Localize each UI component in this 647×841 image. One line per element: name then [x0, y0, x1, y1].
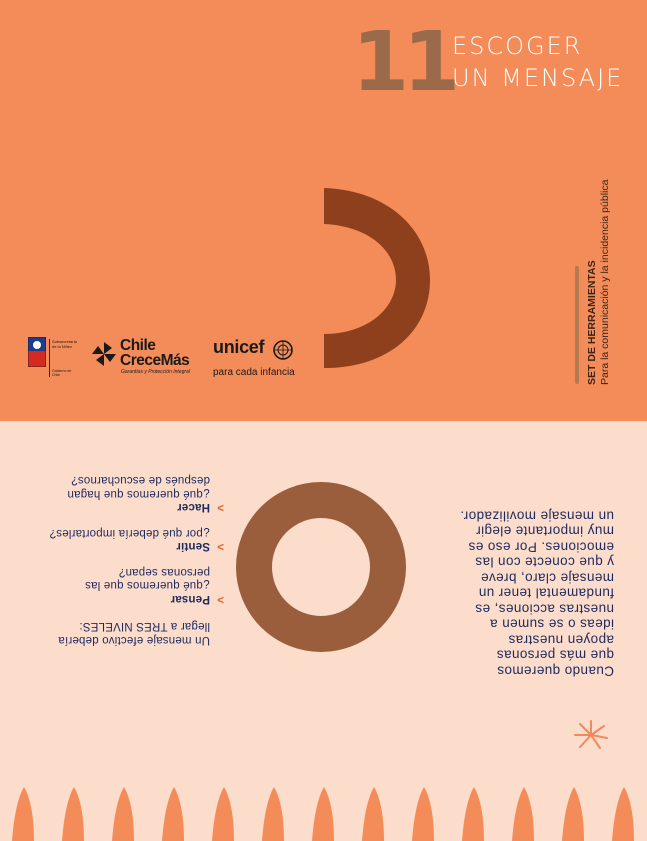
pinwheel-icon [91, 341, 117, 367]
paragraph-line: ideas o se sumen a [489, 617, 614, 632]
gov-divider [49, 339, 50, 377]
levels-intro: Un mensaje efectivo debería llegar a TRES NIVELES: [58, 620, 210, 646]
level-text: ¿qué queremos que hagan después de escucharnos? [67, 474, 210, 500]
arrow-icon: > [217, 593, 224, 605]
ccm-name [120, 338, 189, 368]
level-text: ¿qué queremos que las personas sepan? [84, 566, 210, 592]
level-item [40, 473, 224, 514]
paragraph-line: nuestras acciones, es [475, 601, 614, 617]
arrow-icon: > [217, 540, 224, 553]
level-head: Sentir [176, 540, 210, 553]
half-ring-graphic [318, 184, 438, 372]
ring-graphic [232, 478, 410, 656]
sparkle-icon [572, 718, 610, 752]
paragraph-line: muy importante elegir [475, 524, 614, 539]
paragraph-line: emociones. Por eso es [468, 539, 614, 555]
paragraph-line: Cuando queremos [496, 663, 614, 679]
unicef-logo [213, 337, 297, 379]
sidebar-label [586, 180, 612, 385]
chapter-title [452, 30, 642, 94]
sidebar-label-line2: Para la comunicación y la incidencia pública [599, 179, 611, 385]
chile-crece-mas-logo [91, 338, 211, 378]
globe-icon [272, 339, 294, 361]
gov-subtitle: Gobierno de Chile [52, 369, 72, 377]
decorative-fringe [0, 785, 647, 841]
chapter-title-line2: UN MENSAJE [452, 64, 624, 92]
ccm-name-line2: CreceMás [120, 352, 190, 369]
level-head: Hacer [177, 501, 210, 514]
level-text: ¿por qué debería importarles? [49, 527, 210, 539]
unicef-tagline: para cada infancia [213, 367, 295, 378]
level-head: Pensar [170, 593, 210, 605]
gov-name [52, 339, 80, 349]
arrow-icon: > [217, 501, 224, 514]
ccm-subtitle: Garantías y Protección Integral [121, 369, 190, 375]
paragraph-line: un mensaje movilizador. [459, 508, 614, 524]
level-item [40, 526, 224, 553]
gov-name-line2: de la Niñez [52, 344, 73, 349]
gov-name-line1: Subsecretaría [52, 339, 77, 344]
paragraph-line: que más personas [496, 648, 614, 663]
gov-logo [28, 337, 78, 379]
unicef-name: unicef [213, 337, 265, 357]
message-levels [40, 461, 224, 646]
paragraph-line: y que conecte con las [475, 555, 614, 570]
chapter-title-line1: ESCOGER [452, 32, 583, 60]
chapter-number: 11 [352, 15, 455, 110]
intro-paragraph [432, 508, 614, 679]
gov-shield-icon [28, 337, 46, 367]
paragraph-line: apoyen nuestras [508, 632, 614, 648]
ccm-name-line1: Chile [120, 337, 156, 354]
paragraph-line: mensaje claro, breve [480, 570, 614, 586]
paragraph-line: fundamental tener un [478, 586, 614, 601]
sidebar-accent-line [574, 266, 580, 384]
level-item [40, 565, 224, 606]
sidebar-label-line1: SET DE HERRAMIENTAS [586, 260, 598, 385]
